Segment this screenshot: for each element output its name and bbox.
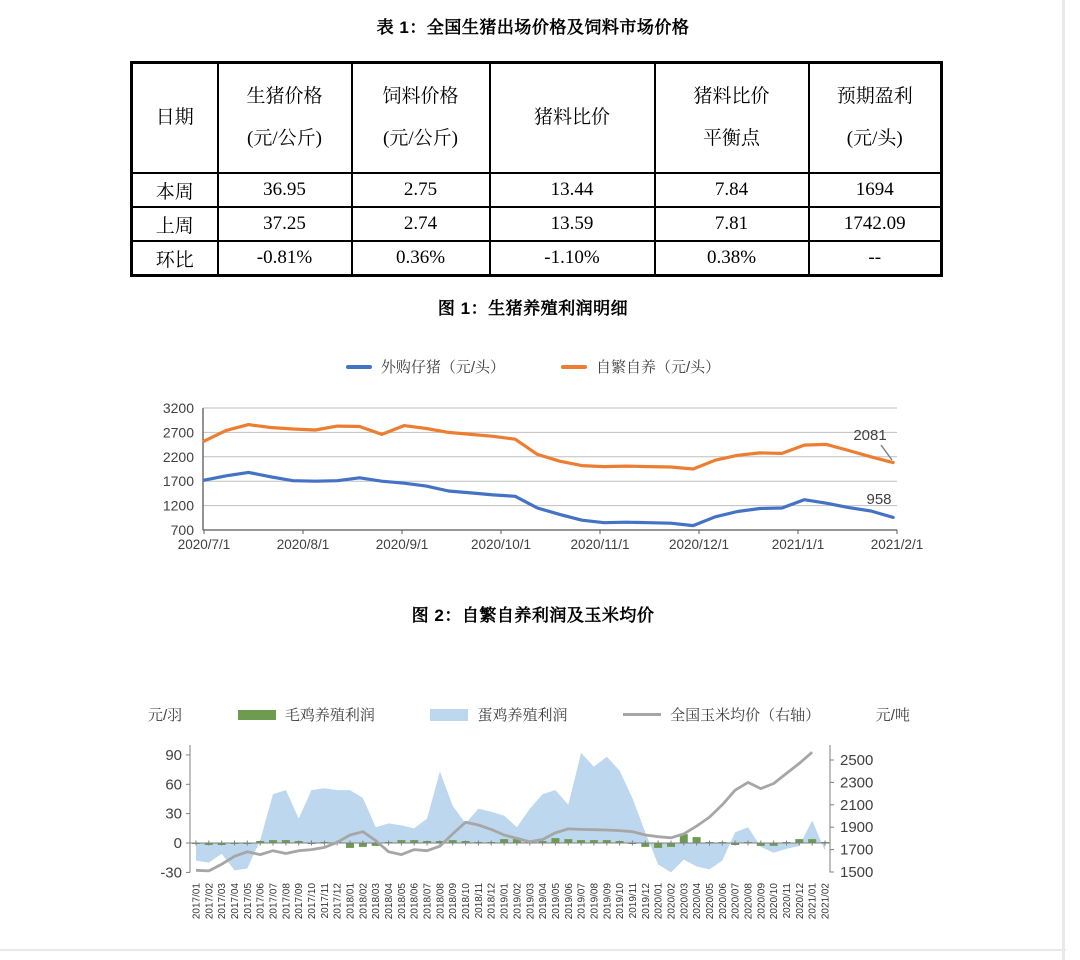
x-axis-tick-label: 2017/01: [191, 883, 203, 920]
x-axis-tick-label: 2017/06: [255, 883, 267, 920]
left-axis-unit-label: 元/羽: [148, 707, 183, 724]
x-axis-tick-label: 2020/9/1: [375, 537, 429, 552]
area-series: [196, 753, 825, 873]
x-axis-tick-label: 2021/01: [807, 883, 819, 920]
legend-label: 毛鸡养殖利润: [284, 707, 375, 724]
table-cell: 2.74: [352, 207, 490, 241]
series-line: [204, 472, 893, 525]
x-axis-tick-label: 2018/10: [461, 883, 473, 920]
table-cell: 7.81: [655, 207, 809, 241]
x-axis-tick-label: 2018/01: [345, 882, 357, 920]
x-axis-tick-label: 2020/8/1: [276, 537, 330, 552]
fig2-plot: [160, 745, 873, 919]
y-axis-tick-label: 2700: [162, 424, 194, 441]
x-axis-tick-label: 2019/04: [538, 883, 550, 920]
x-axis-tick-label: 2019/03: [525, 883, 537, 920]
x-axis-tick-label: 2020/09: [756, 882, 768, 920]
x-axis-tick-label: 2018/12: [486, 882, 498, 920]
right-axis-tick-label: 1900: [840, 819, 874, 837]
table-cell: 7.84: [655, 173, 809, 207]
page-right-edge: [1062, 0, 1065, 960]
price-table: [130, 61, 943, 277]
x-axis-tick-label: 2017/03: [217, 883, 229, 920]
x-axis-tick-label: 2018/04: [384, 883, 396, 920]
figure2-legend: [148, 704, 910, 725]
y-axis-tick-label: 1200: [162, 497, 194, 514]
y-axis-tick-label: 1700: [162, 473, 194, 490]
x-axis-tick-label: 2019/07: [576, 882, 588, 920]
leader-line: [881, 445, 892, 460]
table-cell: 0.36%: [352, 241, 490, 276]
table-header-row: [132, 63, 942, 174]
right-axis-tick-label: 2500: [840, 752, 874, 769]
x-axis-tick-label: 2018/05: [396, 883, 408, 920]
legend-item-zifan: [561, 356, 720, 377]
legend-label: 蛋鸡养殖利润: [477, 707, 568, 724]
x-axis-tick-label: 2020/06: [717, 882, 729, 920]
line-swatch-icon: [561, 365, 587, 369]
x-axis-tick-label: 2017/10: [307, 882, 318, 920]
x-axis-tick-label: 2020/07: [730, 882, 742, 920]
x-axis-tick-label: 2021/1/1: [771, 537, 825, 552]
table-cell: 2.75: [352, 173, 490, 207]
figure2-title: 图 2：自繁自养利润及玉米均价: [411, 606, 655, 625]
x-axis-tick-label: 2019/06: [563, 883, 575, 920]
x-axis-tick-label: 2021/02: [820, 883, 832, 920]
x-axis-tick-label: 2019/11: [627, 882, 639, 919]
table-cell: --: [809, 241, 942, 276]
legend-label: 外购仔猪（元/头）: [380, 359, 505, 376]
x-axis-tick-label: 2019/05: [550, 882, 562, 920]
legend-item-maoji: [238, 704, 375, 725]
column-header: 猪料比价 平衡点: [655, 63, 809, 174]
right-axis-tick-label: 1700: [840, 841, 874, 859]
table-row: [132, 241, 942, 276]
x-axis-tick-label: 2017/08: [281, 883, 293, 920]
row-label-cell: 环比: [132, 241, 218, 276]
x-axis-tick-label: 2018/06: [409, 882, 421, 920]
x-axis-tick-label: 2017/04: [230, 882, 241, 920]
figure1-title: 图 1：生猪养殖利润明细: [437, 299, 629, 318]
x-axis-tick-label: 2019/02: [512, 882, 524, 920]
x-axis-tick-label: 2020/02: [666, 883, 678, 920]
table-cell: 13.59: [490, 207, 655, 241]
fig1-plot: [163, 400, 923, 552]
x-axis-tick-label: 2020/04: [692, 882, 704, 920]
column-header: 饲料价格 (元/公斤): [352, 63, 490, 174]
x-axis-tick-label: 2020/11/1: [570, 537, 630, 552]
table-title: 表 1：全国生猪出场价格及饲料市场价格: [376, 18, 690, 37]
column-header: 预期盈利 (元/头): [809, 63, 942, 174]
legend-label: 自繁自养（元/头）: [596, 359, 721, 376]
figure1-legend: [0, 356, 1066, 377]
left-axis-tick-label: 30: [165, 805, 182, 823]
table-cell: 1742.09: [809, 207, 942, 241]
row-label-cell: 本周: [132, 173, 218, 207]
table-row: [132, 207, 942, 241]
table-cell: 0.38%: [655, 241, 809, 276]
y-axis-tick-label: 700: [170, 522, 194, 538]
x-axis-tick-label: 2017/09: [294, 883, 306, 920]
series-line: [204, 425, 893, 469]
line-swatch-icon: [346, 365, 372, 369]
x-axis-tick-label: 2020/10: [769, 883, 781, 920]
y-axis-tick-label: 3200: [162, 400, 194, 416]
x-axis-tick-label: 2020/08: [743, 883, 755, 920]
right-axis-tick-label: 2300: [840, 774, 874, 792]
row-label-cell: 上周: [132, 207, 218, 241]
data-label: 2081: [853, 427, 887, 444]
x-axis-tick-label: 2017/11: [319, 883, 331, 919]
x-axis-tick-label: 2018/11: [473, 882, 485, 919]
table-cell: -0.81%: [218, 241, 352, 276]
right-axis-tick-label: 1500: [840, 864, 874, 881]
x-axis-tick-label: 2017/12: [332, 882, 344, 920]
column-header: 猪料比价: [490, 63, 655, 174]
x-axis-tick-label: 2019/09: [602, 883, 614, 920]
bar-swatch-icon: [238, 710, 276, 720]
table-cell: 37.25: [218, 207, 352, 241]
column-header: 日期: [132, 63, 218, 174]
table-cell: -1.10%: [490, 241, 655, 276]
legend-item-yumi: [623, 704, 820, 725]
right-axis-tick-label: 2100: [840, 796, 874, 814]
x-axis-tick-label: 2020/05: [705, 883, 716, 920]
x-axis-tick-label: 2019/10: [615, 882, 627, 920]
x-axis-tick-label: 2018/07: [422, 883, 434, 920]
table-cell: 1694: [809, 173, 942, 207]
x-axis-tick-label: 2020/10/1: [470, 537, 532, 552]
x-axis-tick-label: 2020/03: [679, 883, 691, 920]
table-row: [132, 173, 942, 207]
left-axis-tick-label: 90: [165, 746, 182, 764]
x-axis-tick-label: 2019/08: [589, 882, 601, 920]
x-axis-tick-label: 2020/7/1: [177, 537, 231, 552]
gray-line-swatch-icon: [623, 713, 661, 716]
left-axis-tick-label: 60: [165, 776, 182, 794]
legend-item-waigou: [346, 356, 505, 377]
legend-label: 全国玉米均价（右轴）: [670, 707, 821, 724]
table-cell: 36.95: [218, 173, 352, 207]
figure1-chart: [140, 390, 1000, 565]
column-header: 生猪价格 (元/公斤): [218, 63, 352, 174]
x-axis-tick-label: 2018/02: [358, 883, 370, 920]
legend-item-danji: [430, 704, 567, 725]
area-swatch-icon: [430, 709, 468, 721]
x-axis-tick-label: 2018/08: [435, 883, 447, 920]
right-axis-unit-label: 元/吨: [875, 707, 910, 724]
x-axis-tick-label: 2020/11: [782, 883, 793, 919]
x-axis-tick-label: 2020/01: [653, 882, 665, 920]
x-axis-tick-label: 2020/12/1: [668, 537, 730, 552]
data-label: 958: [866, 491, 892, 508]
left-axis-tick-label: 0: [173, 835, 182, 852]
figure2-chart: [140, 733, 970, 960]
x-axis-tick-label: 2018/03: [371, 882, 383, 920]
x-axis-tick-label: 2019/01: [499, 883, 511, 920]
x-axis-tick-label: 2017/07: [268, 882, 280, 920]
table-cell: 13.44: [490, 173, 655, 207]
x-axis-tick-label: 2021/2/1: [870, 537, 924, 552]
x-axis-tick-label: 2019/12: [640, 883, 652, 920]
x-axis-tick-label: 2017/05: [242, 882, 254, 920]
x-axis-tick-label: 2020/12: [794, 882, 806, 920]
page-bottom-edge: [0, 949, 1066, 951]
x-axis-tick-label: 2018/09: [448, 882, 460, 920]
y-axis-tick-label: 2200: [162, 448, 194, 465]
x-axis-tick-label: 2017/02: [204, 882, 216, 920]
left-axis-tick-label: -30: [160, 864, 182, 882]
